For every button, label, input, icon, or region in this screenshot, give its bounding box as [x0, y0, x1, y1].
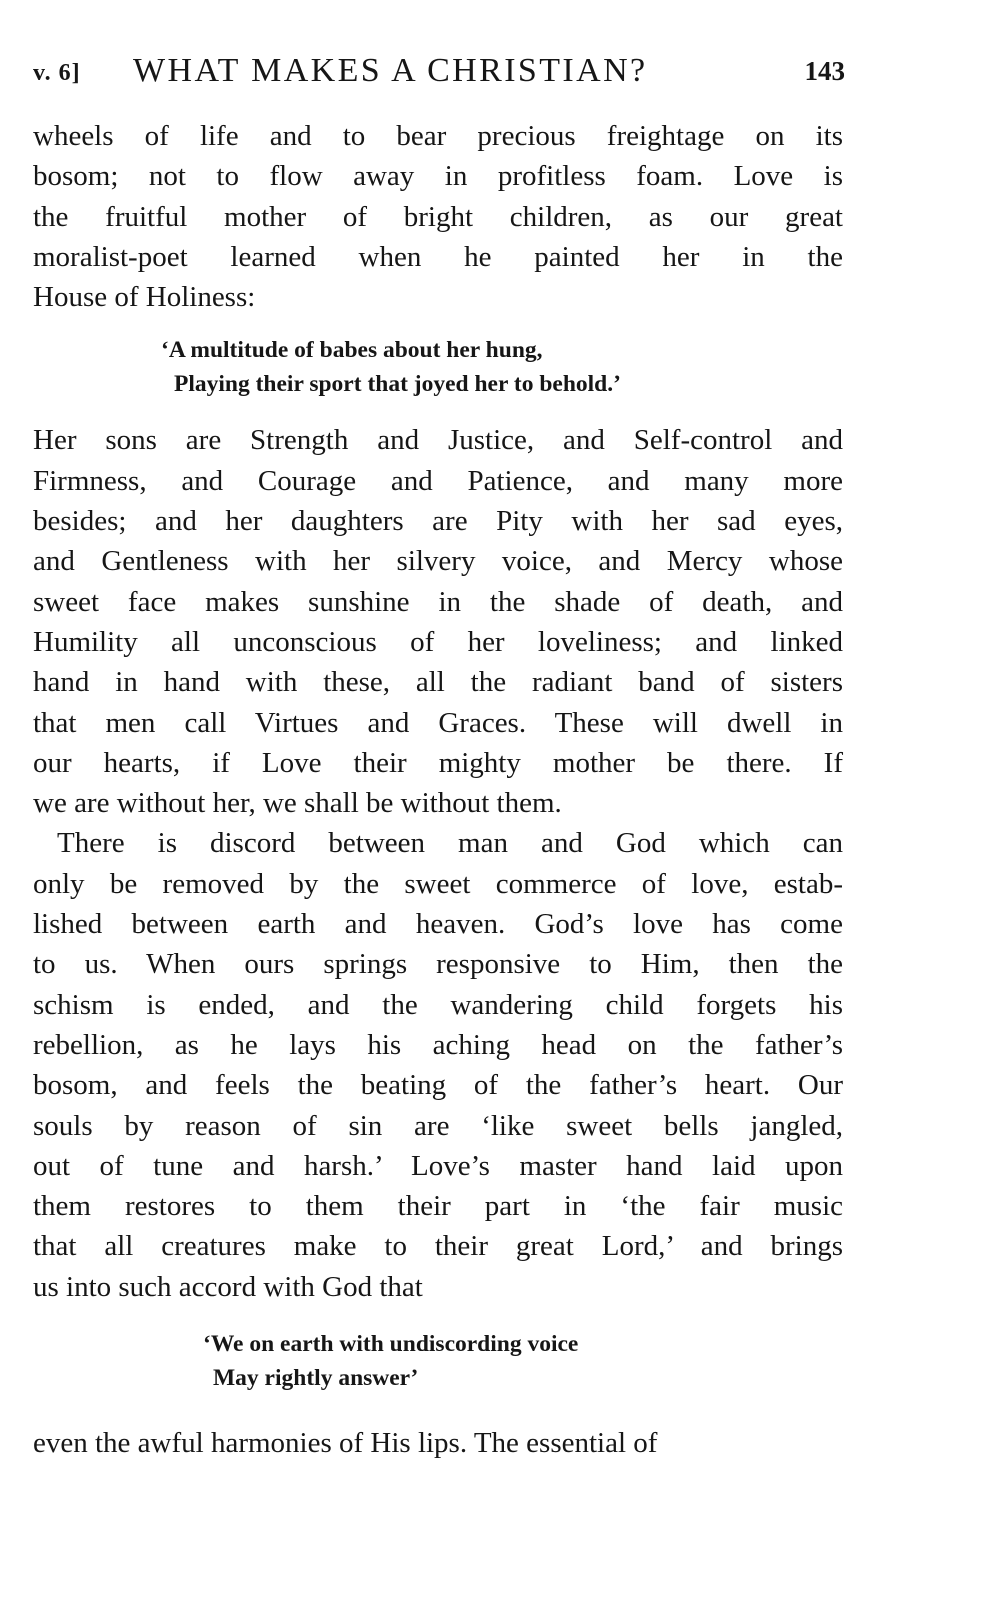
text-line: the fruitful mother of bright children, as our great: [33, 200, 843, 233]
paragraph-sons-and-daughters: [33, 420, 843, 823]
text-line: schism is ended, and the wandering child forgets his: [33, 988, 843, 1021]
text-line: There is discord between man and God which can: [57, 827, 843, 860]
book-page: [33, 52, 843, 1463]
text-line: only be removed by the sweet commerce of love, estab-: [33, 867, 843, 900]
text-line: bosom, and feels the beating of the father’s heart. Our: [33, 1069, 843, 1102]
text-line: souls by reason of sin are ‘like sweet bells jangled,: [33, 1109, 843, 1142]
page-number: 143: [804, 56, 845, 86]
text-line: Firmness, and Courage and Patience, and many more: [33, 464, 843, 497]
paragraph-love-fruitful-mother: [33, 116, 843, 317]
text-line: even the awful harmonies of His lips. The essential of: [33, 1427, 658, 1460]
paragraph-discord-man-god: [33, 823, 843, 1307]
running-header: [33, 52, 843, 100]
text-line: hand in hand with these, all the radiant band of sisters: [33, 666, 843, 699]
chapter-reference: v. 6]: [33, 60, 81, 86]
text-line: sweet face makes sunshine in the shade of death, and: [33, 585, 843, 618]
text-line: bosom; not to flow away in profitless foam. Love is: [33, 160, 843, 193]
paragraph-awful-harmonies: [33, 1423, 843, 1463]
quote-line: Playing their sport that joyed her to behold.’: [174, 371, 621, 398]
verse-quote-spenser: [161, 333, 843, 401]
text-line: House of Holiness:: [33, 281, 256, 314]
text-line: us into such accord with God that: [33, 1270, 423, 1303]
text-line: wheels of life and to bear precious freightage on its: [33, 120, 843, 152]
verse-quote-milton: [203, 1327, 843, 1395]
text-line: that men call Virtues and Graces. These will dwell in: [33, 706, 843, 739]
text-line: rebellion, as he lays his aching head on the father’s: [33, 1028, 843, 1061]
text-line: and Gentleness with her silvery voice, and Mercy whose: [33, 545, 843, 578]
text-line: Her sons are Strength and Justice, and Self-control and: [33, 424, 843, 457]
text-line: we are without her, we shall be without them.: [33, 787, 562, 820]
quote-line: May rightly answer’: [213, 1365, 419, 1392]
text-line: besides; and her daughters are Pity with her sad eyes,: [33, 505, 843, 538]
running-title: WHAT MAKES A CHRISTIAN?: [133, 52, 648, 89]
quote-line: ‘A multitude of babes about her hung,: [161, 337, 543, 364]
text-line: moralist-poet learned when he painted her in the: [33, 240, 843, 273]
text-line: them restores to them their part in ‘the fair music: [33, 1190, 843, 1223]
text-line: Humility all unconscious of her loveliness; and linked: [33, 625, 843, 658]
quote-line: ‘We on earth with undiscording voice: [203, 1331, 579, 1358]
text-line: that all creatures make to their great Lord,’ and brings: [33, 1230, 843, 1263]
text-line: out of tune and harsh.’ Love’s master hand laid upon: [33, 1149, 843, 1182]
text-line: our hearts, if Love their mighty mother be there. If: [33, 746, 843, 779]
text-line: lished between earth and heaven. God’s love has come: [33, 908, 843, 941]
text-line: to us. When ours springs responsive to Him, then the: [33, 948, 843, 981]
